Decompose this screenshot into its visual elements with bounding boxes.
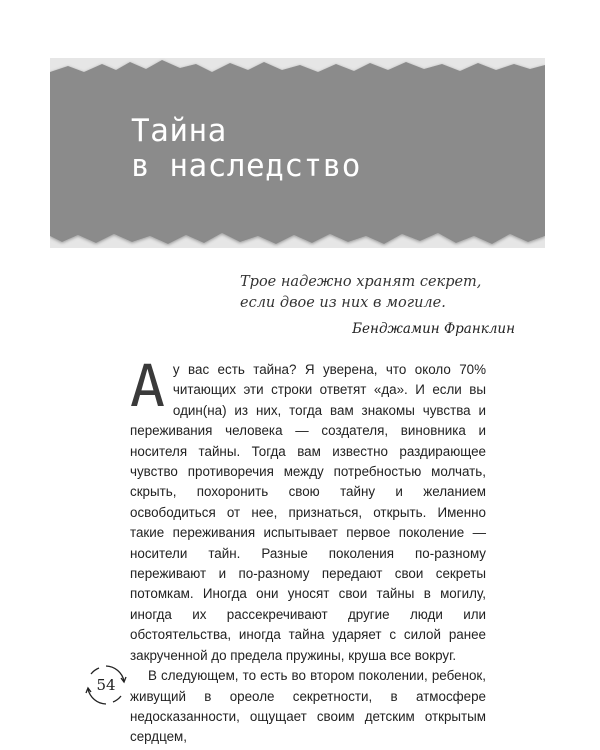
paragraph-1 bbox=[130, 352, 486, 666]
chapter-title-line1: Тайна bbox=[131, 113, 227, 149]
page-number: 54 bbox=[96, 676, 116, 694]
epigraph-text: Трое надежно хранят секрет, если двое из них в могиле. bbox=[240, 274, 482, 311]
chapter-title-line2: в наследство bbox=[131, 148, 361, 184]
page-number-badge bbox=[83, 662, 129, 708]
chapter-title bbox=[131, 114, 361, 184]
epigraph bbox=[240, 272, 515, 340]
paragraph-1-text: у вас есть тайна? Я уверена, что около 70% читающих эти строки ответят «да». И если вы один(на) из них, тогда вам знакомы чувства и переживания человека — создателя, виновника и носителя тайны. Тогда вам известно раздирающее чувство противоречия между потребностью молчать, скрыть, похоронить свою тайну и желанием освободиться от нее, признаться, открыть. Именно такие переживания испытывает первое поколение — носители тайн. Разные поколения по-разному переживают и по-разному передают свои секреты потомкам. Иногда они уносят свои тайны в могилу, иногда их рассекречивают другие люди или обстоятельства, иногда тайна ударяет с силой ранее закрученной до предела пружины, круша все вокруг. bbox=[130, 362, 486, 663]
epigraph-author: Бенджамин Франклин bbox=[352, 321, 515, 337]
drop-cap: А bbox=[130, 352, 165, 420]
paragraph-2: В следующем, то есть во втором поколении, ребенок, живущий в ореоле секретности, в атмосфере недосказанности, ощущает своим детским открытым сердцем, bbox=[130, 668, 486, 745]
body-text bbox=[130, 352, 486, 748]
